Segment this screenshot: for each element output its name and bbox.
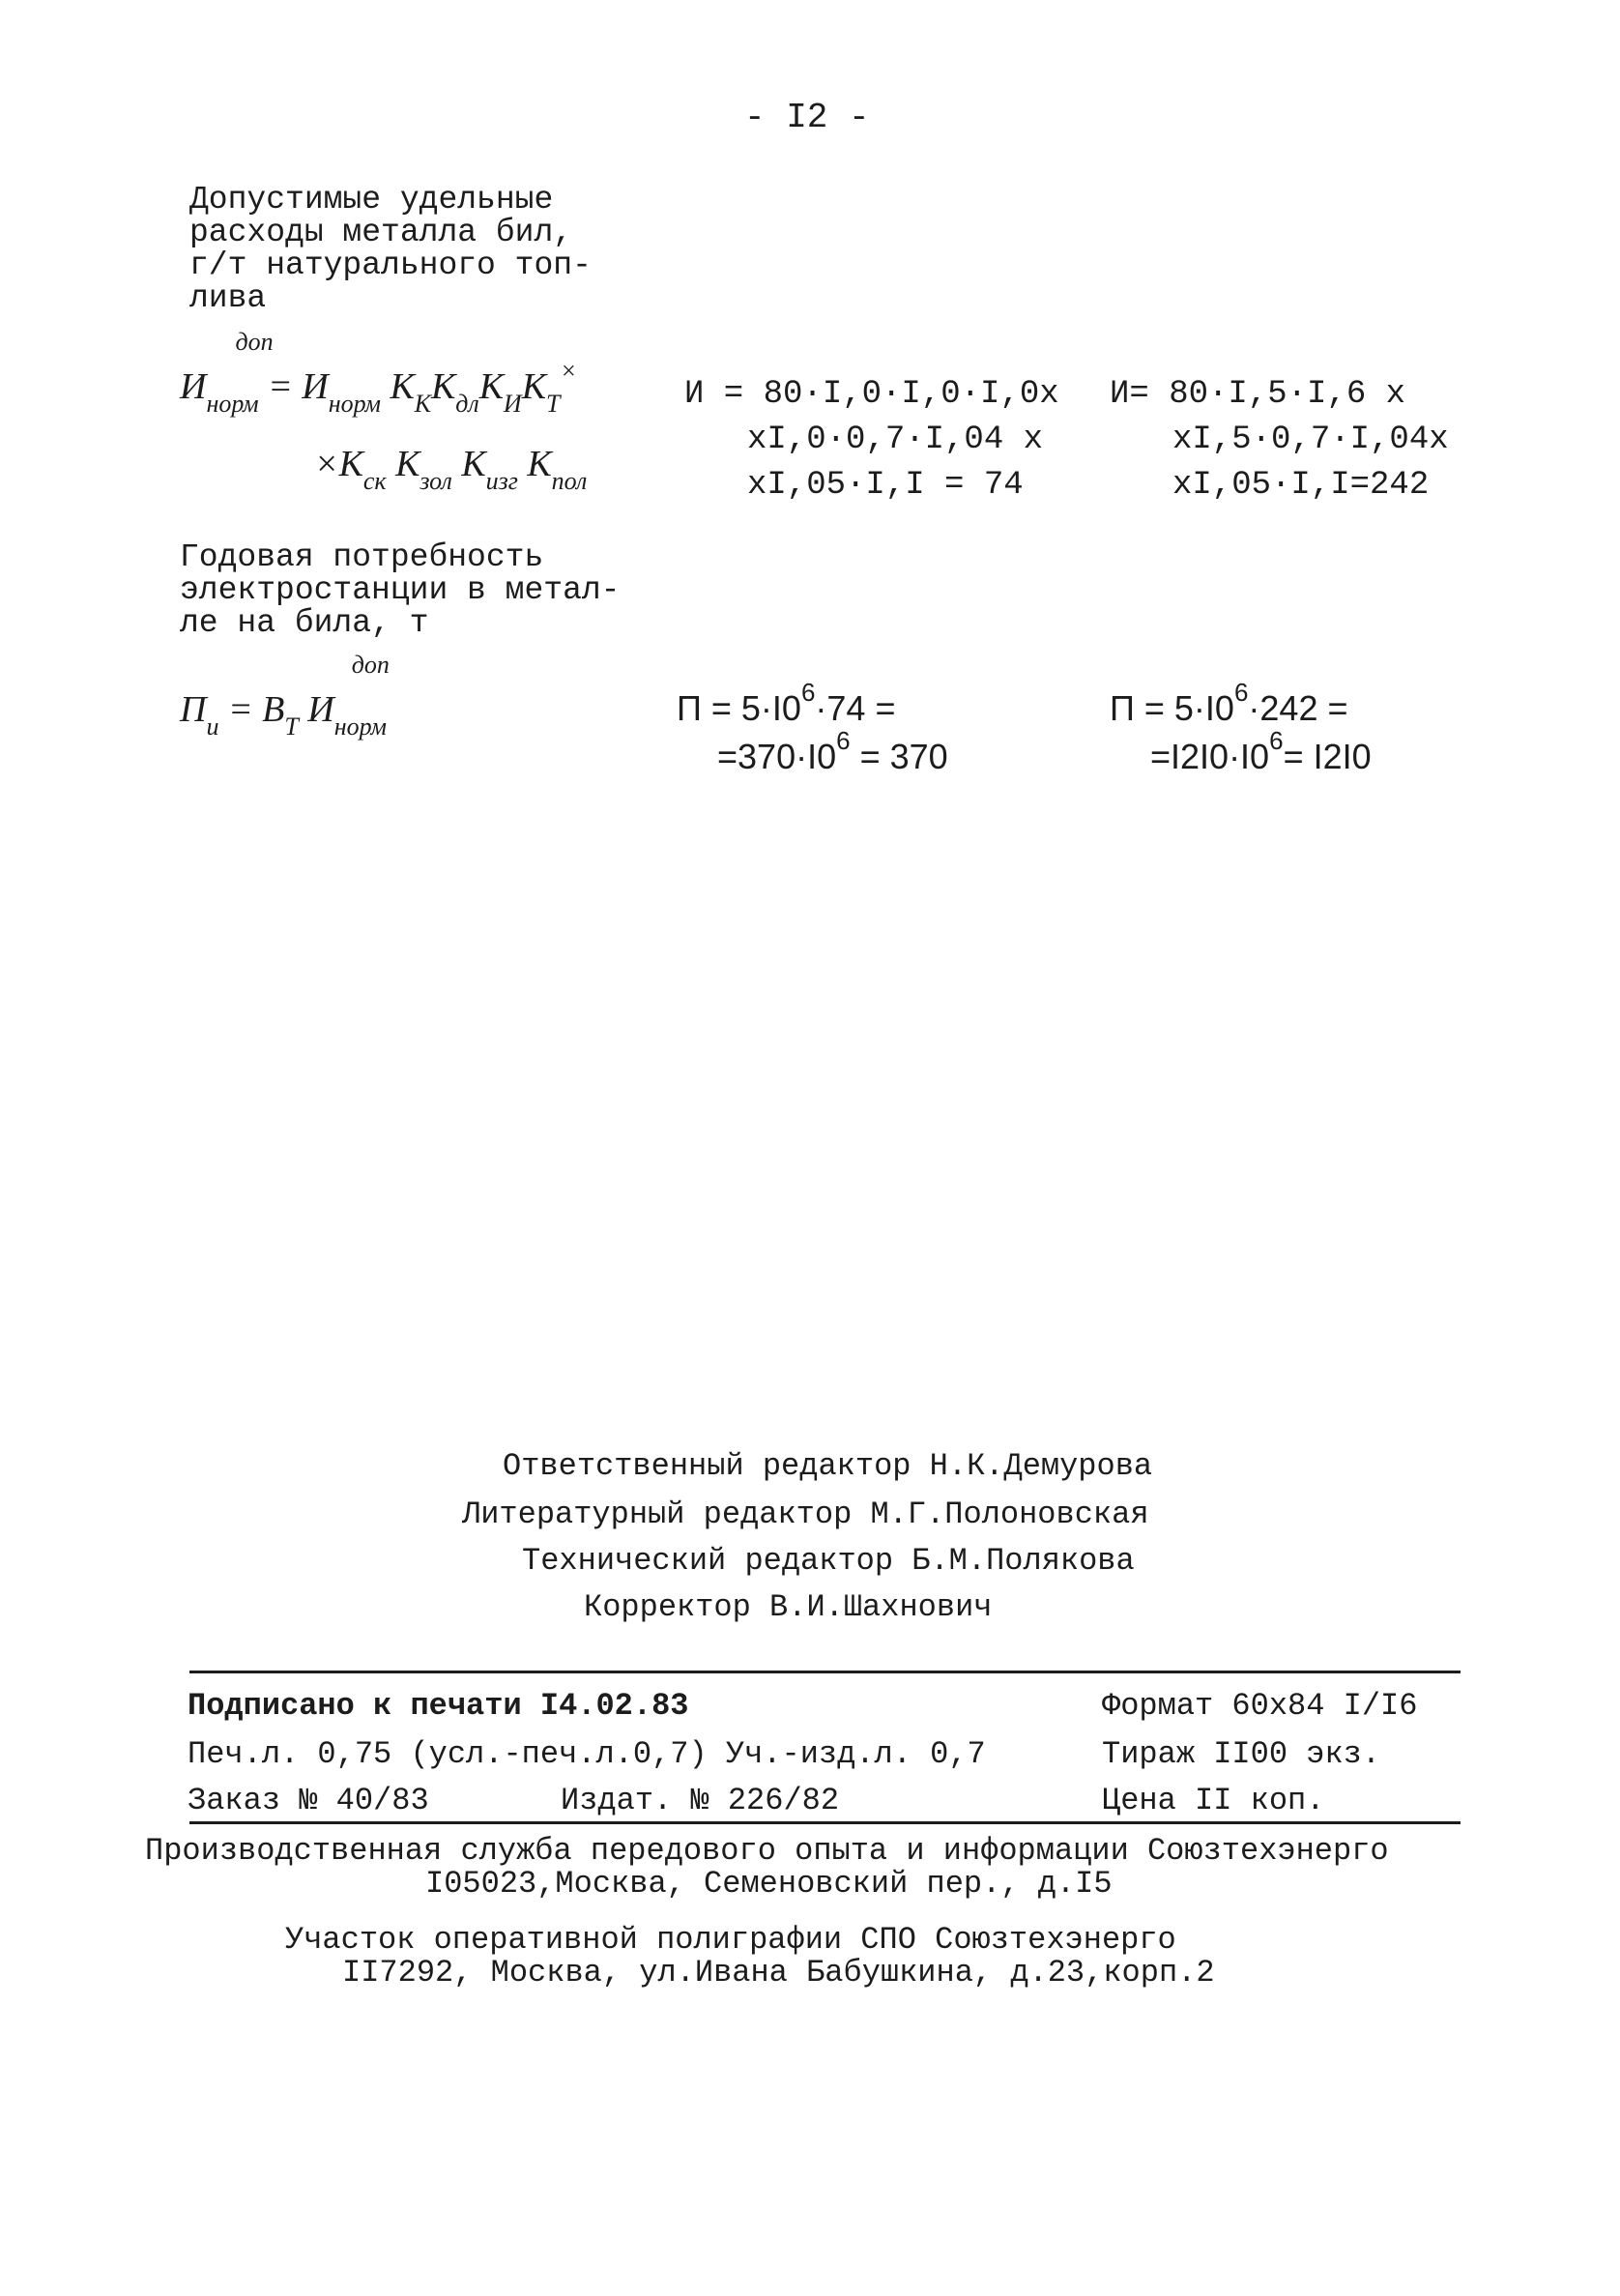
- imprint-print-sheets: Печ.л. 0,75 (усл.-печ.л.0,7) Уч.-изд.л. 0,7: [188, 1736, 986, 1772]
- section2-label: Годовая потребность электростанции в метал- ле на била, т: [180, 539, 621, 641]
- imprint-top-rule: [189, 1671, 1461, 1673]
- calc2-column2-line1: $П = 5\cdot I0^6\cdot 242$ =: [1110, 678, 1348, 728]
- imprint-format: Формат 60x84 I/I6: [1102, 1688, 1418, 1724]
- publisher-line1: Производственная служба передового опыта и информации Союзтехэнерго: [145, 1833, 1389, 1869]
- credit-literary-editor: Литературный редактор М.Г.Полоновская: [462, 1497, 1149, 1532]
- imprint-order: Заказ № 40/83: [188, 1783, 429, 1818]
- section1-label: Допустимые удельные расходы металла бил, г/т натурального топ- лива: [189, 182, 592, 316]
- credit-technical-editor: Технический редактор Б.М.Полякова: [522, 1543, 1135, 1579]
- printer-line2: II7292, Москва, ул.Ивана Бабушкина, д.23,корп.2: [342, 1955, 1215, 1991]
- calc2-column1-line1: $П = 5\cdot I0^6\cdot 74$ =: [677, 678, 896, 728]
- formula-1-line1: И доп $_{норм} = И_{норм}$ $К_КК_{дл}К_ИК_Т^\times$: [180, 328, 577, 418]
- calc2-column2-line2: $=I2I0\cdot I0^6= I2I0$: [1150, 726, 1372, 776]
- calc1-column2: И= 80·I,5·I,6 x xI,5·0,7·I,04x xI,05·I,I=242: [1110, 376, 1449, 504]
- credit-responsible-editor: Ответственный редактор Н.К.Демурова: [503, 1448, 1153, 1484]
- imprint-signed: Подписано к печати I4.02.83: [188, 1688, 689, 1724]
- imprint-publ: Издат. № 226/82: [561, 1783, 840, 1818]
- imprint-price: Цена II коп.: [1102, 1783, 1325, 1818]
- imprint-circulation: Тираж II00 экз.: [1102, 1736, 1381, 1772]
- formula-2: $П_и = В_Т$ И доп $_{норм}$: [180, 651, 390, 741]
- printer-line1: Участок оперативной полиграфии СПО Союзтехэнерго: [285, 1922, 1176, 1958]
- credit-corrector: Корректор В.И.Шахнович: [584, 1589, 993, 1625]
- formula-1-line2: $\times К_{ск}$ $К_{зол}$ $К_{изг}$ $К_{пол}$: [314, 444, 588, 495]
- imprint-bottom-rule: [189, 1821, 1461, 1824]
- publisher-line2: I05023,Москва, Семеновский пер., д.I5: [425, 1866, 1113, 1902]
- page-number: - I2 -: [744, 98, 870, 137]
- calc1-column1: И = 80·I,0·I,0·I,0x xI,0·0,7·I,04 x xI,05·I,I = 74: [684, 376, 1059, 504]
- calc2-column1-line2: $=370\cdot I0^6 = 370$: [717, 726, 948, 776]
